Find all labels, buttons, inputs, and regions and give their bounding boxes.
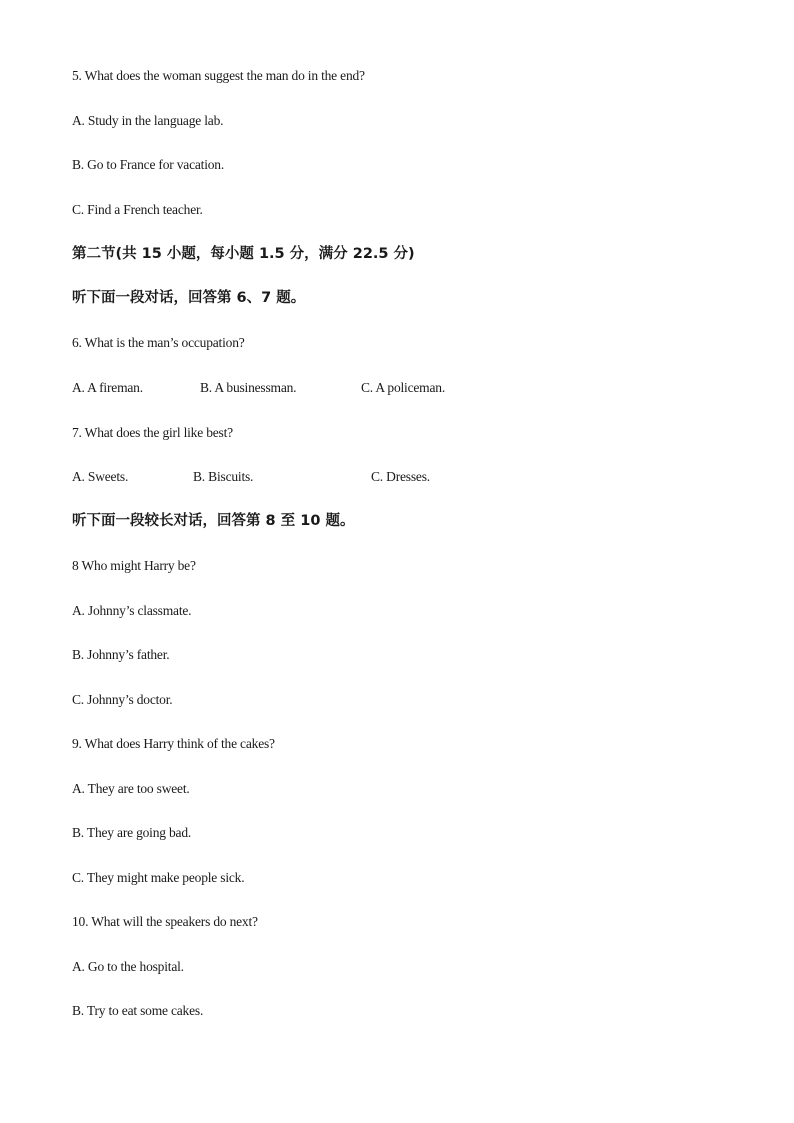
question-7-option-c: C. Dresses. xyxy=(371,469,430,484)
question-5-option-c: C. Find a French teacher. xyxy=(72,202,203,217)
question-6-option-c: C. A policeman. xyxy=(361,380,445,395)
question-5-option-b: B. Go to France for vacation. xyxy=(72,157,225,172)
group-2-instruction: 听下面一段较长对话，回答第 8 至 10 题。 xyxy=(72,513,355,529)
question-10-option-a: A. Go to the hospital. xyxy=(72,959,184,974)
question-8-option-c: C. Johnny’s doctor. xyxy=(72,692,173,707)
section-2-title: 第二节(共 15 小题，每小题 1.5 分，满分 22.5 分) xyxy=(72,246,415,262)
question-7-stem: 7. What does the girl like best? xyxy=(72,425,233,440)
group-1-instruction: 听下面一段对话，回答第 6、7 题。 xyxy=(72,290,306,306)
question-6-options xyxy=(72,379,492,397)
question-8-stem: 8 Who might Harry be? xyxy=(72,558,196,573)
question-8-option-a: A. Johnny’s classmate. xyxy=(72,603,192,618)
question-6-option-b: B. A businessman. xyxy=(200,380,297,395)
question-9-stem: 9. What does Harry think of the cakes? xyxy=(72,736,275,751)
question-5-option-a: A. Study in the language lab. xyxy=(72,113,224,128)
question-10-option-b: B. Try to eat some cakes. xyxy=(72,1003,204,1018)
question-7-option-a: A. Sweets. xyxy=(72,469,129,484)
question-8-option-b: B. Johnny’s father. xyxy=(72,647,170,662)
question-9-option-a: A. They are too sweet. xyxy=(72,781,190,796)
question-6-stem: 6. What is the man’s occupation? xyxy=(72,335,245,350)
question-6-option-a: A. A fireman. xyxy=(72,380,143,395)
question-9-option-b: B. They are going bad. xyxy=(72,825,192,840)
question-7-options xyxy=(72,468,492,486)
question-9-option-c: C. They might make people sick. xyxy=(72,870,245,885)
question-10-stem: 10. What will the speakers do next? xyxy=(72,914,258,929)
question-5-stem: 5. What does the woman suggest the man do in the end? xyxy=(72,68,365,83)
question-7-option-b: B. Biscuits. xyxy=(193,469,254,484)
